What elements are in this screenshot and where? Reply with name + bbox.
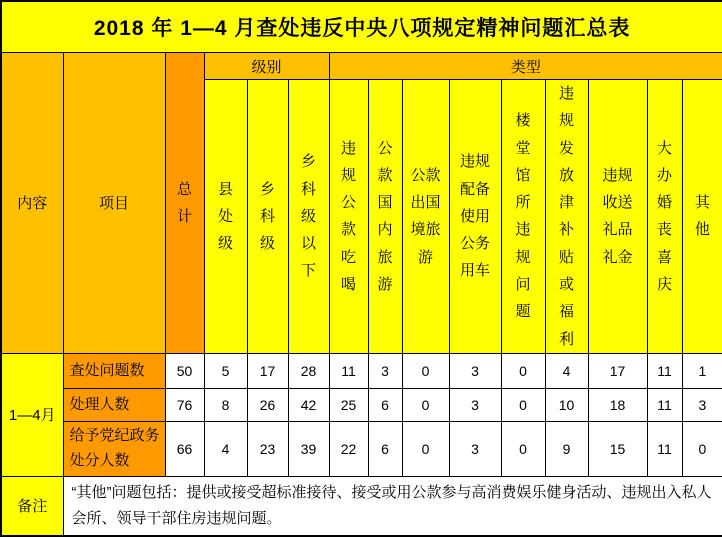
data-cell: 6 (368, 388, 402, 421)
column-header (545, 80, 588, 354)
data-cell: 5 (204, 353, 247, 388)
row-label: 给予党纪政务处分人数 (63, 421, 165, 476)
data-cell: 17 (247, 353, 288, 388)
data-cell: 66 (165, 421, 204, 476)
data-cell: 11 (647, 353, 682, 388)
data-cell: 23 (247, 421, 288, 476)
column-header (329, 80, 368, 354)
data-cell: 4 (204, 421, 247, 476)
column-header-label: 公款国内旅游 (377, 139, 393, 294)
column-header (682, 80, 722, 354)
column-header-label: 其他 (694, 194, 710, 239)
column-header (588, 80, 647, 354)
column-header-label: 违规发放津补贴或福利 (558, 85, 574, 348)
data-cell: 0 (402, 353, 449, 388)
data-cell: 0 (501, 421, 545, 476)
column-header (501, 80, 545, 354)
data-cell: 11 (647, 421, 682, 476)
column-header (288, 80, 329, 354)
data-cell: 6 (368, 421, 402, 476)
data-cell: 3 (449, 388, 501, 421)
data-cell: 22 (329, 421, 368, 476)
column-header (449, 80, 501, 354)
note-row (1, 476, 722, 535)
data-cell: 39 (288, 421, 329, 476)
data-cell: 3 (449, 353, 501, 388)
data-cell: 0 (402, 421, 449, 476)
data-cell: 26 (247, 388, 288, 421)
data-cell: 8 (204, 388, 247, 421)
note-text: “其他”问题包括：提供或接受超标准接待、接受或用公款参与高消费娱乐健身活动、违规出入私人会所、领导干部住房违规问题。 (63, 476, 722, 535)
period-cell: 1—4月 (1, 353, 63, 476)
data-row (1, 353, 722, 388)
column-header-label: 违规公款吃喝 (340, 139, 356, 294)
data-cell: 3 (368, 353, 402, 388)
data-cell: 9 (545, 421, 588, 476)
column-header (647, 80, 682, 354)
data-cell: 0 (501, 388, 545, 421)
data-cell: 4 (545, 353, 588, 388)
data-cell: 76 (165, 388, 204, 421)
column-header (247, 80, 288, 354)
column-header-label: 大办婚丧喜庆 (656, 139, 672, 294)
data-cell: 11 (647, 388, 682, 421)
data-cell: 3 (682, 388, 722, 421)
data-cell: 0 (501, 353, 545, 388)
column-header (402, 80, 449, 354)
column-header-label: 公款出国境旅游 (410, 166, 441, 266)
row-label: 查处问题数 (63, 353, 165, 388)
data-cell: 42 (288, 388, 329, 421)
data-cell: 25 (329, 388, 368, 421)
data-cell: 3 (449, 421, 501, 476)
column-header-label: 县处级 (217, 180, 233, 253)
data-row (1, 388, 722, 421)
total-column-header-label: 总计 (176, 180, 192, 225)
data-cell: 50 (165, 353, 204, 388)
level-group-header: 级别 (204, 53, 329, 80)
data-cell: 18 (588, 388, 647, 421)
type-group-header: 类型 (329, 53, 722, 80)
content-column-header: 内容 (1, 53, 63, 354)
data-cell: 17 (588, 353, 647, 388)
column-header (368, 80, 402, 354)
data-cell: 0 (402, 388, 449, 421)
project-column-header: 项目 (63, 53, 165, 354)
data-cell: 11 (329, 353, 368, 388)
note-label: 备注 (1, 476, 63, 535)
column-header-label: 乡科级 (259, 180, 275, 253)
group-header-row (1, 53, 722, 80)
row-label: 处理人数 (63, 388, 165, 421)
column-header-label: 乡科级以下 (300, 153, 316, 280)
data-row (1, 421, 722, 476)
total-column-header (165, 53, 204, 354)
data-cell: 1 (682, 353, 722, 388)
title-row (1, 1, 722, 53)
page-title: 2018 年 1—4 月查处违反中央八项规定精神问题汇总表 (1, 1, 722, 53)
data-cell: 10 (545, 388, 588, 421)
data-cell: 15 (588, 421, 647, 476)
column-header (204, 80, 247, 354)
column-header-label: 违规收送礼品礼金 (602, 166, 633, 266)
data-cell: 28 (288, 353, 329, 388)
data-cell: 0 (682, 421, 722, 476)
column-header-label: 楼堂馆所违规问题 (515, 112, 531, 321)
column-header-label: 违规配备使用公务用车 (459, 153, 490, 280)
